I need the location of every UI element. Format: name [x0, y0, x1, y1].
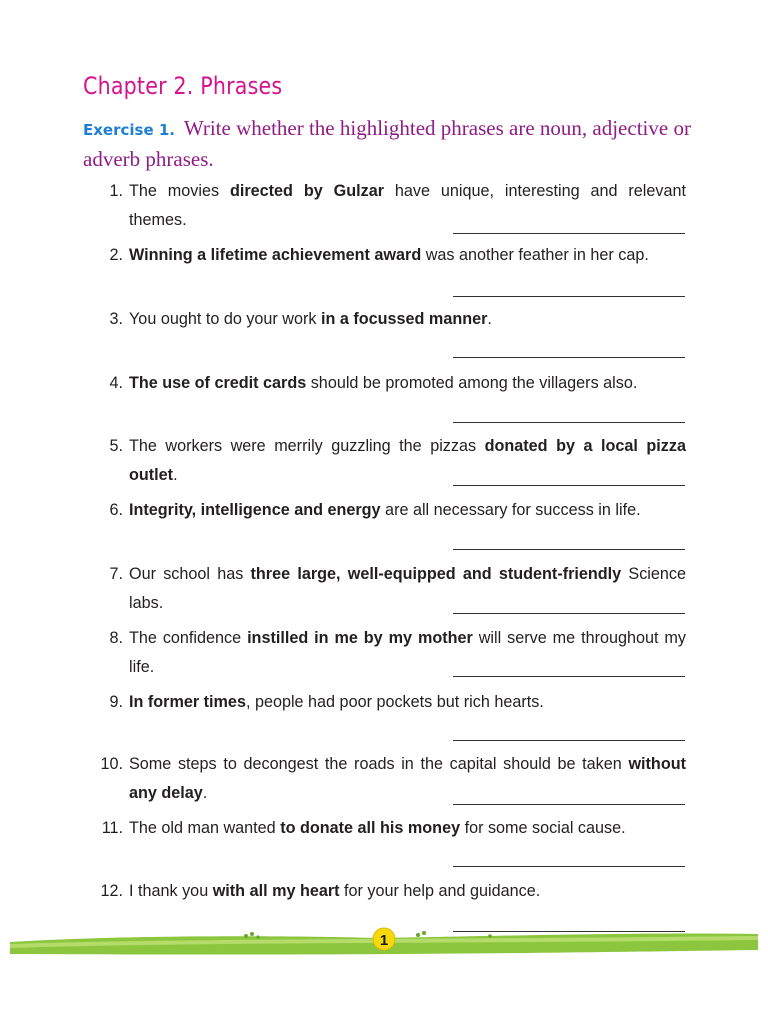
question-text-segment: , people had poor pockets but rich hearts.	[245, 693, 544, 711]
answer-blank-line	[453, 233, 685, 234]
question-text-segment: will serve me throughout my life.	[129, 629, 686, 676]
question-text-segment: for your help and guidance.	[339, 882, 541, 900]
highlighted-phrase: The use of credit cards	[129, 374, 307, 392]
answer-blank-line	[453, 740, 685, 741]
question-text-segment: was another feather in her cap.	[421, 246, 649, 264]
question-text-segment: The confidence	[129, 629, 248, 647]
question-text	[129, 750, 686, 808]
question-text-segment: The workers were merrily guzzling the pizzas	[129, 437, 485, 455]
question-number: 4.	[109, 374, 123, 392]
question-text	[129, 432, 686, 490]
exercise-label: Exercise 1.	[83, 121, 175, 139]
question-number: 8.	[109, 629, 123, 647]
question-text-segment: are all necessary for success in life.	[380, 501, 641, 519]
question-number: 3.	[109, 310, 123, 328]
question-text	[129, 814, 686, 843]
exercise-instruction-block	[83, 114, 693, 174]
highlighted-phrase: instilled in me by my mother	[247, 629, 473, 647]
question-item	[96, 814, 686, 843]
question-item	[96, 688, 686, 717]
question-text	[129, 560, 686, 618]
question-item	[96, 369, 686, 398]
answer-blank-line	[453, 485, 685, 486]
highlighted-phrase: three large, well-equipped and student-friendly	[250, 565, 622, 583]
highlighted-phrase: In former times	[129, 693, 246, 711]
question-text	[129, 877, 686, 906]
question-text	[129, 369, 686, 398]
question-text-segment: for some social cause.	[460, 819, 626, 837]
question-number: 7.	[109, 565, 123, 583]
question-number: 12.	[100, 882, 123, 900]
question-text-segment: You ought to do your work	[129, 310, 321, 328]
question-number: 10.	[100, 755, 123, 773]
answer-blank-line	[453, 866, 685, 867]
question-number: 5.	[109, 437, 123, 455]
question-item	[96, 624, 686, 682]
answer-blank-line	[453, 549, 685, 550]
answer-blank-line	[453, 357, 685, 358]
chapter-title: Chapter 2. Phrases	[83, 72, 283, 100]
answer-blank-line	[453, 296, 685, 297]
exercise-instruction: Write whether the highlighted phrases are noun, adjective or adverb phrases.	[83, 116, 691, 171]
question-number: 6.	[109, 501, 123, 519]
highlighted-phrase: with all my heart	[212, 882, 340, 900]
question-number: 11.	[101, 819, 123, 837]
answer-blank-line	[453, 422, 685, 423]
question-text	[129, 688, 686, 717]
question-item	[96, 750, 686, 808]
question-text	[129, 305, 686, 334]
page-number: 1	[379, 932, 389, 949]
highlighted-phrase: to donate all his money	[280, 819, 461, 837]
question-text-segment: should be promoted among the villagers also.	[306, 374, 638, 392]
question-text-segment: Science labs.	[129, 565, 686, 612]
highlighted-phrase: directed by Gulzar	[229, 182, 385, 200]
highlighted-phrase: Integrity, intelligence and energy	[129, 501, 381, 519]
question-item	[96, 496, 686, 525]
question-text	[129, 496, 686, 525]
question-text-segment: have unique, interesting and relevant themes.	[129, 182, 686, 229]
question-item	[96, 432, 686, 490]
question-text	[129, 177, 686, 235]
question-text-segment: The old man wanted	[129, 819, 281, 837]
question-number: 1.	[109, 182, 123, 200]
question-text-segment: I thank you	[129, 882, 213, 900]
highlighted-phrase: Winning a lifetime achievement award	[129, 246, 422, 264]
question-item	[96, 241, 686, 270]
question-text-segment: .	[487, 310, 492, 328]
question-item	[96, 560, 686, 618]
question-text-segment: The movies	[129, 182, 230, 200]
question-number: 9.	[109, 693, 123, 711]
question-text-segment: Our school has	[129, 565, 251, 583]
highlighted-phrase: without any delay	[129, 755, 686, 802]
answer-blank-line	[453, 676, 685, 677]
grass-footer	[0, 920, 768, 980]
question-item	[96, 877, 686, 906]
question-number: 2.	[109, 246, 123, 264]
answer-blank-line	[453, 613, 685, 614]
question-item	[96, 177, 686, 235]
question-text	[129, 624, 686, 682]
question-text-segment: .	[173, 466, 178, 484]
answer-blank-line	[453, 804, 685, 805]
question-text-segment: Some steps to decongest the roads in the capital should be taken	[129, 755, 629, 773]
question-text	[129, 241, 686, 270]
highlighted-phrase: donated by a local pizza outlet	[129, 437, 686, 484]
question-text-segment: .	[202, 784, 208, 802]
highlighted-phrase: in a focussed manner	[320, 310, 488, 328]
question-item	[96, 305, 686, 334]
